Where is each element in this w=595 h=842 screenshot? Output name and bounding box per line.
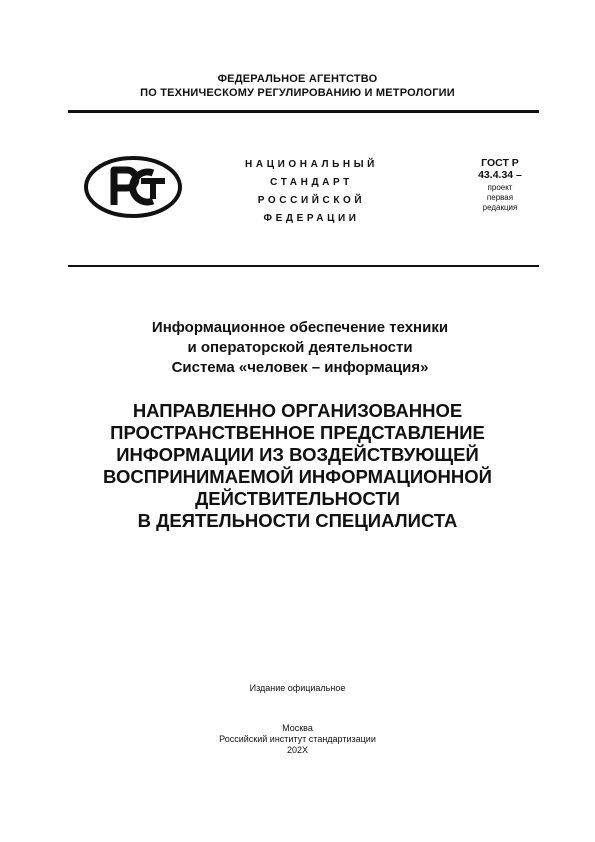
- national-standard-line-2: СТАНДАРТ: [270, 177, 353, 188]
- standard-designation: [462, 157, 538, 213]
- edition-note: Издание официальное: [249, 683, 346, 693]
- imprint-publisher: Российский институт стандартизации: [219, 734, 376, 744]
- agency-header: [0, 72, 595, 100]
- title-line-1: НАПРАВЛЕННО ОРГАНИЗОВАННОЕ: [132, 400, 463, 421]
- bottom-divider: [68, 265, 539, 267]
- designation-prefix: ГОСТ Р: [481, 157, 519, 169]
- designation-number: 43.4.34 –: [478, 169, 522, 181]
- imprint: [0, 723, 595, 756]
- subtitle-line-3: Система «человек – информация»: [171, 359, 429, 376]
- top-divider: [68, 110, 539, 113]
- national-standard-line-1: НАЦИОНАЛЬНЫЙ: [245, 159, 378, 170]
- draft-status-2: первая: [486, 193, 514, 202]
- document-title: [40, 400, 555, 532]
- document-subtitle: [90, 318, 510, 378]
- title-line-2: ПРОСТРАНСТВЕННОЕ ПРЕДСТАВЛЕНИЕ: [110, 422, 485, 443]
- title-line-5: ДЕЙСТВИТЕЛЬНОСТИ: [195, 488, 400, 509]
- title-line-6: В ДЕЯТЕЛЬНОСТИ СПЕЦИАЛИСТА: [137, 510, 458, 531]
- draft-status-3: редакция: [482, 203, 518, 212]
- imprint-year: 202X: [286, 745, 309, 755]
- subtitle-line-2: и операторской деятельности: [187, 339, 413, 356]
- gost-r-logo-icon: [83, 155, 183, 219]
- subtitle-line-1: Информационное обеспечение техники: [151, 319, 449, 336]
- national-standard-line-3: РОССИЙСКОЙ: [257, 195, 366, 206]
- national-standard-line-4: ФЕДЕРАЦИИ: [263, 213, 360, 224]
- title-line-3: ИНФОРМАЦИИ ИЗ ВОЗДЕЙСТВУЮЩЕЙ: [116, 444, 479, 465]
- draft-status-1: проект: [487, 183, 513, 192]
- title-line-4: ВОСПРИНИМАЕМОЙ ИНФОРМАЦИОННОЙ: [103, 466, 492, 487]
- national-standard-block: [224, 156, 399, 228]
- agency-line-1: ФЕДЕРАЛЬНОЕ АГЕНТСТВО: [217, 73, 378, 85]
- imprint-city: Москва: [282, 723, 313, 733]
- agency-line-2: ПО ТЕХНИЧЕСКОМУ РЕГУЛИРОВАНИЮ И МЕТРОЛОГИИ: [140, 87, 455, 99]
